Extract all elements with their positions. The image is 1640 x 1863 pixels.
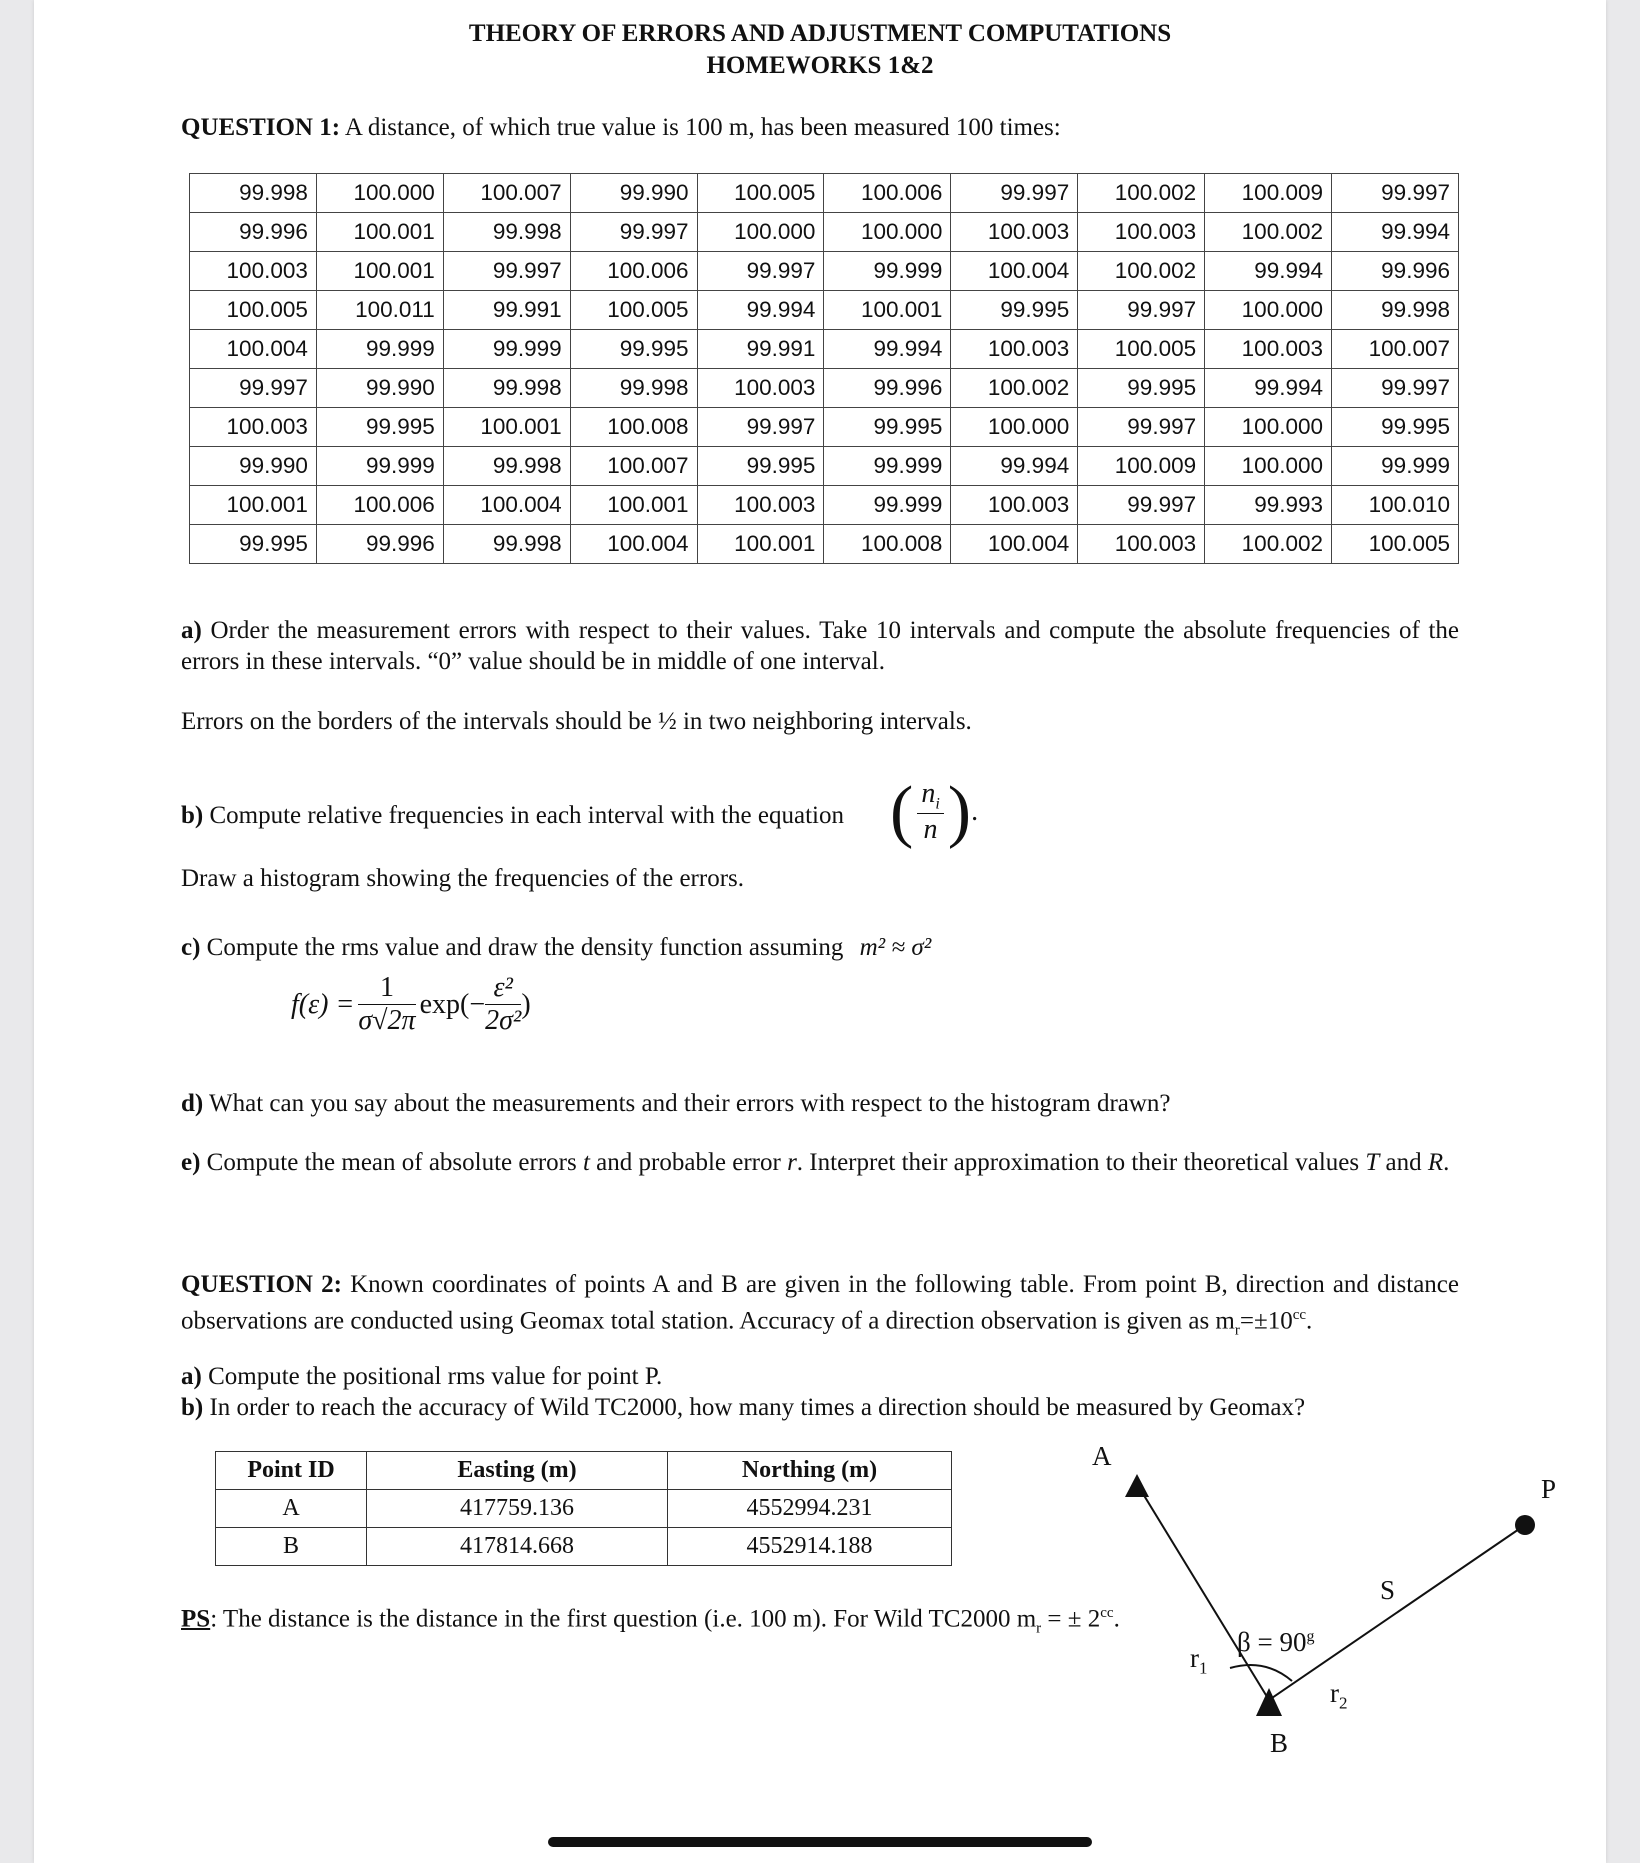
measurement-cell: 100.002: [1078, 174, 1205, 213]
measurement-cell: 100.005: [190, 291, 317, 330]
measurement-cell: 100.000: [1205, 408, 1332, 447]
measurement-cell: 100.007: [570, 447, 697, 486]
point-p-dot-icon: [1515, 1515, 1535, 1535]
ps-text: = ± 2: [1041, 1605, 1101, 1633]
measurement-cell: 100.006: [824, 174, 951, 213]
part-text: and probable error: [589, 1149, 788, 1176]
measurement-cell: 99.998: [443, 213, 570, 252]
measurement-cell: 100.007: [1332, 330, 1459, 369]
measurement-cell: 99.994: [951, 447, 1078, 486]
part-text: Compute the mean of absolute errors: [200, 1149, 583, 1176]
measurement-cell: 100.003: [951, 213, 1078, 252]
part-label: b): [181, 1394, 204, 1421]
point-a-triangle-icon: [1125, 1474, 1149, 1497]
measurement-cell: 99.997: [1332, 369, 1459, 408]
measurement-cell: 100.002: [1078, 252, 1205, 291]
label-beta: [1237, 1627, 1314, 1658]
question-text: .: [1306, 1307, 1313, 1335]
measurement-cell: 99.997: [443, 252, 570, 291]
relative-frequency-equation: ( $\frac{n_i}{n}$ ).: [890, 773, 979, 850]
measurement-cell: 100.004: [570, 525, 697, 564]
formula-close: ): [521, 988, 531, 1020]
denominator: n: [923, 814, 938, 846]
question-label: QUESTION 1:: [181, 114, 341, 141]
question-1a-note: Errors on the borders of the intervals should be ½ in two neighboring intervals.: [181, 708, 972, 735]
measurement-cell: 99.999: [316, 330, 443, 369]
r1-text: r: [1190, 1643, 1199, 1673]
measurement-cell: 100.000: [697, 213, 824, 252]
ps-text: .: [1113, 1605, 1120, 1633]
part-text: What can you say about the measurements and their errors with respect to the histogram drawn?: [203, 1090, 1171, 1117]
measurement-cell: 99.997: [570, 213, 697, 252]
part-text: and: [1379, 1149, 1428, 1176]
part-text: . Interpret their approximation to their theoretical values: [796, 1149, 1366, 1176]
label-r1: [1190, 1643, 1208, 1678]
part-text: .: [1443, 1149, 1450, 1176]
point-b-triangle-icon: [1256, 1688, 1282, 1716]
measurement-cell: 100.001: [570, 486, 697, 525]
ps-text: : The distance is the distance in the first question (i.e. 100 m). For Wild TC2000 m: [210, 1605, 1037, 1633]
measurement-cell: 100.003: [1205, 330, 1332, 369]
measurement-cell: 100.010: [1332, 486, 1459, 525]
label-s: S: [1380, 1575, 1396, 1605]
part-label: e): [181, 1149, 201, 1176]
measurement-cell: 100.001: [824, 291, 951, 330]
measurement-cell: 99.999: [824, 486, 951, 525]
measurement-cell: 99.997: [1078, 486, 1205, 525]
measurement-cell: 99.996: [190, 213, 317, 252]
question-text: A distance, of which true value is 100 m, has been measured 100 times:: [340, 114, 1061, 141]
numerator-subscript: i: [935, 795, 940, 813]
label-a: A: [1092, 1441, 1112, 1471]
measurement-cell: 100.009: [1078, 447, 1205, 486]
part-text: Compute the rms value and draw the density function assuming: [200, 934, 844, 961]
measurement-cell: 99.998: [443, 369, 570, 408]
question-text: Known coordinates of points A and B are given in the following table. From point B, direction and distance observations are conducted using Geomax total station. Accuracy of a direction observation is given as m: [181, 1271, 1459, 1335]
label-r2: [1330, 1678, 1348, 1713]
formula-lhs: f(ε) =: [291, 988, 355, 1020]
measurement-cell: 99.991: [697, 330, 824, 369]
measurement-cell: 100.004: [951, 252, 1078, 291]
r1-sub: 1: [1199, 1658, 1208, 1678]
measurement-cell: 100.009: [1205, 174, 1332, 213]
measurement-cell: 100.000: [824, 213, 951, 252]
measurement-cell: 99.998: [570, 369, 697, 408]
formula-exp-denominator: 2σ²: [485, 1005, 522, 1036]
measurement-cell: 99.995: [190, 525, 317, 564]
measurement-cell: 100.003: [951, 486, 1078, 525]
formula-numerator: 1: [358, 972, 415, 1005]
part-text: Compute the positional rms value for point P.: [201, 1363, 663, 1390]
measurement-cell: 99.999: [443, 330, 570, 369]
formula-denominator: σ√2π: [358, 1005, 416, 1036]
part-label: a): [181, 1363, 202, 1390]
measurement-cell: 100.006: [570, 252, 697, 291]
measurement-cell: 99.997: [1332, 174, 1459, 213]
measurement-cell: 99.998: [1332, 291, 1459, 330]
measurement-cell: 100.011: [316, 291, 443, 330]
measurement-cell: 99.991: [443, 291, 570, 330]
measurement-cell: 100.000: [951, 408, 1078, 447]
measurement-cell: 100.005: [1332, 525, 1459, 564]
cell: 417759.136: [367, 1490, 668, 1528]
ps-label: PS: [181, 1605, 211, 1633]
measurement-cell: 99.998: [190, 174, 317, 213]
header-point-id: Point ID: [216, 1452, 367, 1490]
label-b: B: [1270, 1728, 1289, 1758]
measurement-cell: 99.999: [824, 447, 951, 486]
measurement-cell: 100.005: [1078, 330, 1205, 369]
subscript: r: [1036, 1620, 1042, 1637]
measurement-cell: 100.006: [316, 486, 443, 525]
document-subtitle: HOMEWORKS 1&2: [706, 52, 934, 79]
measurement-cell: 99.997: [697, 408, 824, 447]
part-text: Order the measurement errors with respect to their values. Take 10 intervals and compute the absolute frequencies of the errors in these intervals. “0” value should be in middle of one interval.: [181, 617, 1459, 675]
part-text: Compute relative frequencies in each interval with the equation: [203, 802, 844, 829]
part-label: a): [181, 617, 202, 644]
superscript: cc: [1100, 1605, 1114, 1621]
measurement-cell: 100.007: [443, 174, 570, 213]
measurement-cell: 99.997: [951, 174, 1078, 213]
symbol-t: t: [582, 1149, 590, 1176]
measurement-cell: 99.997: [1078, 291, 1205, 330]
cell: A: [216, 1490, 367, 1528]
measurement-cell: 100.003: [697, 486, 824, 525]
measurement-cell: 99.994: [824, 330, 951, 369]
measurement-cell: 100.001: [443, 408, 570, 447]
measurement-cell: 100.001: [316, 213, 443, 252]
home-indicator-bar[interactable]: [548, 1837, 1092, 1847]
measurement-cell: 100.001: [697, 525, 824, 564]
measurement-cell: 100.003: [697, 369, 824, 408]
header-northing: Northing (m): [668, 1452, 952, 1490]
measurement-cell: 100.000: [1205, 291, 1332, 330]
measurement-cell: 99.994: [1205, 369, 1332, 408]
beta-text: β = 90: [1237, 1627, 1307, 1657]
header-easting: Easting (m): [367, 1452, 668, 1490]
numerator: n: [921, 777, 936, 809]
measurement-cell: 99.993: [1205, 486, 1332, 525]
question-1b-note: Draw a histogram showing the frequencies of the errors.: [181, 865, 745, 892]
measurement-cell: 100.008: [824, 525, 951, 564]
measurement-cell: 100.005: [697, 174, 824, 213]
measurement-cell: 100.003: [951, 330, 1078, 369]
measurement-cell: 99.996: [316, 525, 443, 564]
r2-text: r: [1330, 1678, 1339, 1708]
measurement-cell: 100.003: [1078, 525, 1205, 564]
measurement-cell: 99.997: [697, 252, 824, 291]
measurement-cell: 100.003: [190, 408, 317, 447]
r2-sub: 2: [1339, 1693, 1348, 1713]
cell: B: [216, 1528, 367, 1566]
cell: 4552994.231: [668, 1490, 952, 1528]
measurement-cell: 99.995: [570, 330, 697, 369]
cell: 4552914.188: [668, 1528, 952, 1566]
document-title: THEORY OF ERRORS AND ADJUSTMENT COMPUTATIONS: [468, 20, 1172, 47]
beta-sup: g: [1306, 1628, 1315, 1645]
measurement-cell: 100.001: [190, 486, 317, 525]
symbol-R: R: [1427, 1149, 1444, 1176]
measurement-cell: 99.994: [697, 291, 824, 330]
measurement-cell: 100.004: [190, 330, 317, 369]
measurement-cell: 99.995: [697, 447, 824, 486]
angle-arc: [1230, 1665, 1292, 1681]
measurement-cell: 100.002: [1205, 525, 1332, 564]
measurement-cell: 99.999: [824, 252, 951, 291]
question-label: QUESTION 2:: [181, 1271, 342, 1298]
measurement-cell: 100.000: [316, 174, 443, 213]
measurement-cell: 100.002: [1205, 213, 1332, 252]
measurement-cell: 99.998: [443, 447, 570, 486]
measurement-cell: 99.994: [1205, 252, 1332, 291]
measurement-cell: 100.004: [443, 486, 570, 525]
question-text: =±10: [1239, 1307, 1293, 1335]
symbol-r: r: [787, 1149, 797, 1176]
measurement-cell: 99.996: [824, 369, 951, 408]
measurement-cell: 100.005: [570, 291, 697, 330]
measurement-cell: 99.995: [951, 291, 1078, 330]
measurement-cell: 99.999: [1332, 447, 1459, 486]
measurement-cell: 99.998: [443, 525, 570, 564]
measurement-cell: 99.997: [190, 369, 317, 408]
part-label: d): [181, 1090, 204, 1117]
measurement-cell: 100.003: [1078, 213, 1205, 252]
part-label: b): [181, 802, 204, 829]
formula-exp: exp(−: [419, 988, 486, 1020]
measurement-cell: 100.008: [570, 408, 697, 447]
measurement-cell: 99.990: [316, 369, 443, 408]
measurement-cell: 100.003: [190, 252, 317, 291]
label-p: P: [1541, 1474, 1557, 1504]
measurement-cell: 99.990: [570, 174, 697, 213]
measurement-cell: 100.000: [1205, 447, 1332, 486]
measurement-cell: 99.996: [1332, 252, 1459, 291]
measurement-cell: 100.001: [316, 252, 443, 291]
line-b-p: [1269, 1525, 1525, 1700]
formula-exp-numerator: ε²: [485, 972, 521, 1005]
cell: 417814.668: [367, 1528, 668, 1566]
measurement-cell: 99.995: [316, 408, 443, 447]
measurement-cell: 100.004: [951, 525, 1078, 564]
measurement-cell: 99.994: [1332, 213, 1459, 252]
measurement-cell: 100.002: [951, 369, 1078, 408]
measurement-cell: 99.995: [1332, 408, 1459, 447]
measurement-cell: 99.995: [1078, 369, 1205, 408]
subscript: r: [1234, 1322, 1240, 1339]
assumption: m² ≈ σ²: [859, 934, 932, 961]
superscript: cc: [1292, 1307, 1307, 1323]
measurement-cell: 99.999: [316, 447, 443, 486]
measurement-cell: 99.997: [1078, 408, 1205, 447]
part-text: In order to reach the accuracy of Wild TC2000, how many times a direction should be measured by Geomax?: [203, 1394, 1306, 1421]
measurement-cell: 99.995: [824, 408, 951, 447]
symbol-T: T: [1365, 1149, 1380, 1176]
measurement-cell: 99.990: [190, 447, 317, 486]
part-label: c): [181, 934, 201, 961]
